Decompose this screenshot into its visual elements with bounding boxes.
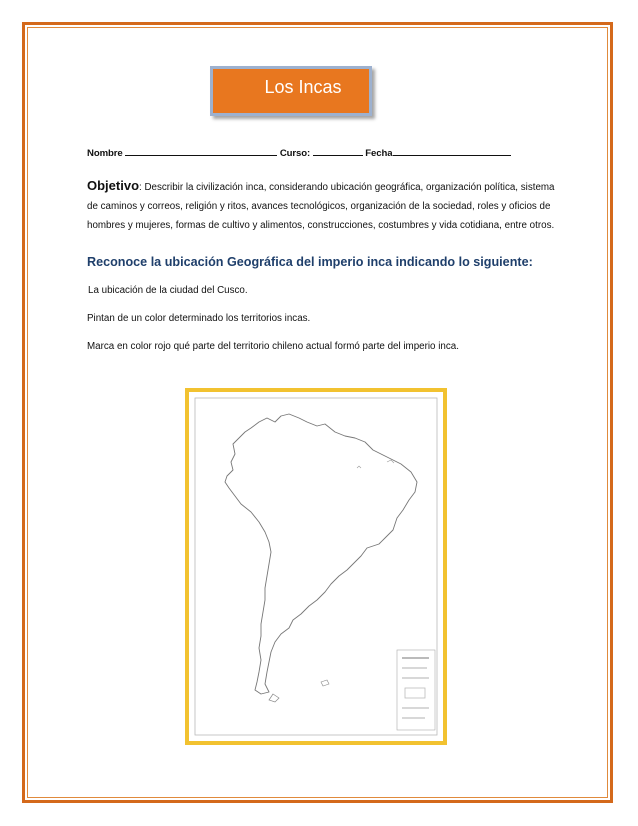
page-title: Los Incas xyxy=(264,77,342,97)
instruction-1: La ubicación de la ciudad del Cusco. xyxy=(88,285,248,296)
student-info-line xyxy=(87,146,511,159)
date-label: Fecha xyxy=(365,148,393,159)
map-legend-box xyxy=(397,650,435,730)
objective-label: Objetivo xyxy=(87,178,140,193)
name-label: Nombre xyxy=(87,148,123,159)
course-label: Curso: xyxy=(279,148,311,159)
south-america-outline-map xyxy=(189,392,443,741)
south-america-map-frame xyxy=(185,388,447,745)
instruction-2: Pintan de un color determinado los territorios incas. xyxy=(87,313,311,324)
objective-paragraph xyxy=(87,176,557,235)
date-field-line[interactable] xyxy=(393,146,511,156)
course-field-line[interactable] xyxy=(313,146,363,156)
objective-text: : Describir la civilización inca, considerando ubicación geográfica, organización política, sistema de caminos y correos, religión y ritos, avances tecnológicos, organización de la sociedad, roles y oficios de hombres y mujeres, formas de cultivo y alimentos, construcciones, costumbres y vida cotidiana, entre otros. xyxy=(87,182,555,231)
instruction-3: Marca en color rojo qué parte del territorio chileno actual formó parte del imperio inca. xyxy=(87,341,459,352)
title-banner xyxy=(210,66,372,116)
name-field-line[interactable] xyxy=(125,146,277,156)
section-heading: Reconoce la ubicación Geográfica del imperio inca indicando lo siguiente: xyxy=(87,255,533,269)
